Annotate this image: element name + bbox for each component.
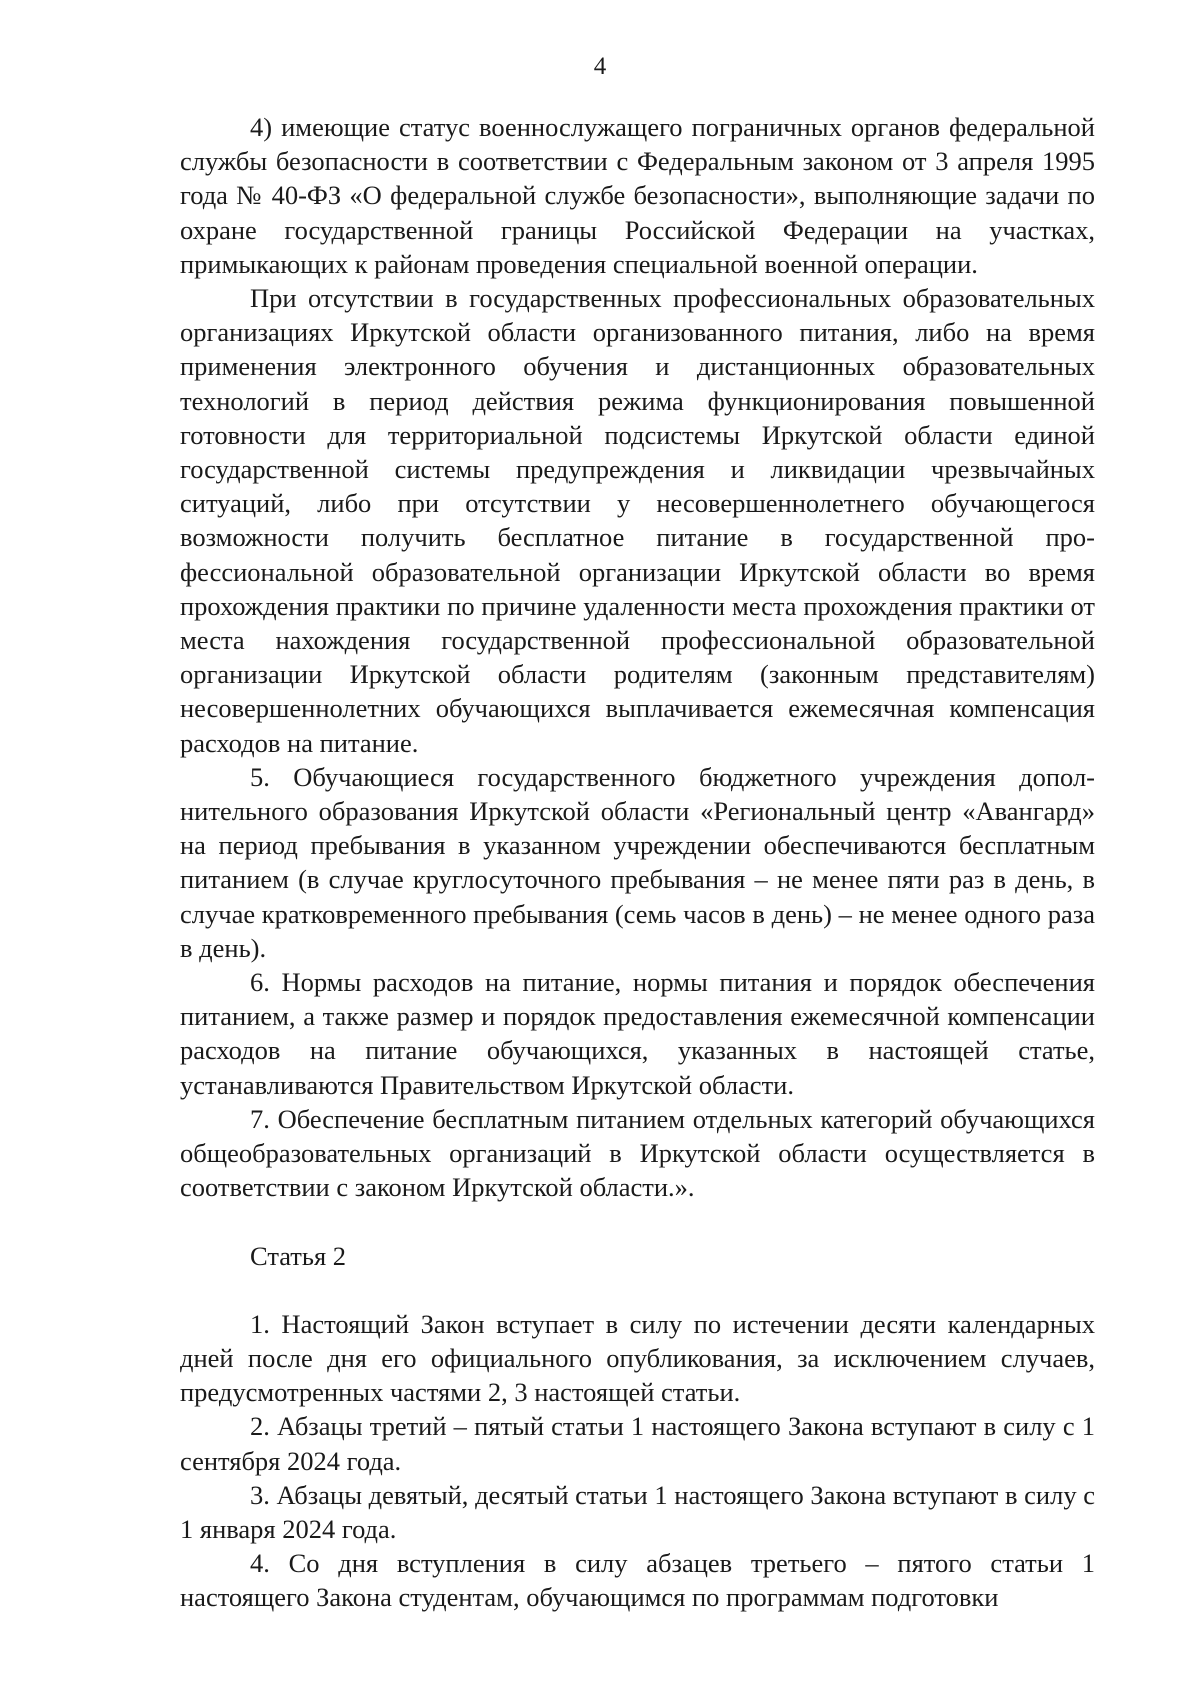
document-body <box>180 110 1095 1615</box>
article-heading: Статья 2 <box>250 1240 347 1271</box>
paragraph-item-4: 4) имеющие статус военнослужащего пограничных органов федеральной службы безопасности в соответствии с Федеральным законом от 3 апреля 1995 года № 40-ФЗ «О федеральной службе безопасности», выполняющие задачи по охране государственной границы Российской Федерации на участках, примыкающих к районам проведения специальной военной операции. <box>180 112 1095 279</box>
article-2-part-1: 1. Настоящий Закон вступает в силу по истечении десяти календарных дней после дня его официального опубликования, за исключением случаев, предусмотренных частями 2, 3 настоящей статьи. <box>180 1308 1095 1408</box>
article-2-part-3: 3. Абзацы девятый, десятый статьи 1 настоящего Закона вступают в силу с 1 января 2024 года. <box>180 1479 1095 1544</box>
article-2-part-4: 4. Со дня вступления в силу абзацев третьего – пятого статьи 1 настоящего Закона студентам, обучающимся по программам подготовки <box>180 1548 1095 1613</box>
paragraph-7: 7. Обеспечение бесплатным питанием отдельных категорий обучающихся общеобразовательных организаций в Иркутской области осуществляется в соответствии с законом Иркутской области.». <box>180 1103 1095 1203</box>
page-number: 4 <box>593 53 607 80</box>
paragraph-6: 6. Нормы расходов на питание, нормы питания и порядок обеспечения питанием, а также размер и порядок предоставления ежемесячной компенсации расходов на питание обучающихся, указанных в настоящей статье, устанавливаются Правительством Иркутской области. <box>180 967 1095 1100</box>
paragraph-compensation: При отсутствии в государственных профессиональных образовательных организациях Иркутской области организованного питания, либо на время применения электронного обучения и дистанционных образовательных технологий в период действия режима функционирования повышенной готовности для территориальной подсистемы Иркутской области единой государственной системы предупреждения и ликвидации чрезвычайных ситуаций, либо при отсутствии у несовершеннолетнего обучающегося возможности получить бесплатное питание в государственной профессиональной образовательной организации Иркутской области во время прохождения практики по причине удаленности места прохождения практики от места нахождения государственной профессиональной образовательной организации Иркутской области родителям (законным представителям) несовершеннолетних обучающихся выплачивается ежемесячная компенсация расходов на питание. <box>180 283 1095 758</box>
paragraph-5: 5. Обучающиеся государственного бюджетного учреждения дополнительного образования Иркутской области «Региональный центр «Авангард» на период пребывания в указанном учреждении обеспечиваются бесплатным питанием (в случае круглосуточного пребывания – не менее пяти раз в день, в случае кратковременного пребывания (семь часов в день) – не менее одного раза в день). <box>180 761 1095 963</box>
article-2-part-2: 2. Абзацы третий – пятый статьи 1 настоящего Закона вступают в силу с 1 сентября 2024 года. <box>180 1411 1095 1476</box>
